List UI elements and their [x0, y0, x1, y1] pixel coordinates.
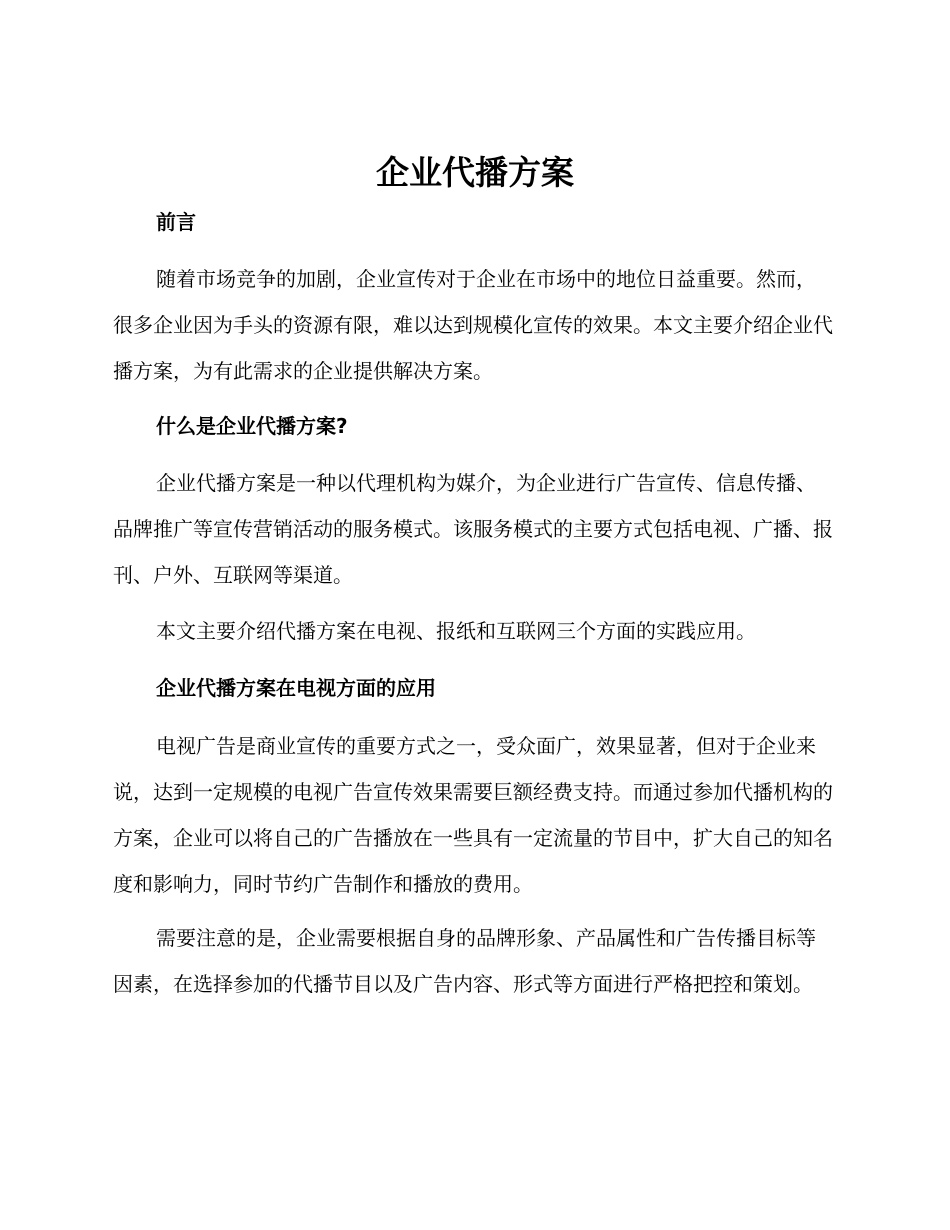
paragraph-tv-note: 需要注意的是，企业需要根据自身的品牌形象、产品属性和广告传播目标等因素，在选择参加的代播节目以及广告内容、形式等方面进行严格把控和策划。 [113, 926, 816, 996]
paragraph-definition: 企业代播方案是一种以代理机构为媒介，为企业进行广告宣传、信息传播、品牌推广等宣传营销活动的服务模式。该服务模式的主要方式包括电视、广播、报刊、户外、互联网等渠道。 [113, 471, 833, 587]
section-heading-tv: 企业代播方案在电视方面的应用 [156, 676, 436, 700]
section-heading-what-is: 什么是企业代播方案? [156, 414, 348, 438]
paragraph-overview: 本文主要介绍代播方案在电视、报纸和互联网三个方面的实践应用。 [156, 619, 756, 643]
section-heading-preface: 前言 [156, 210, 196, 234]
document-title: 企业代播方案 [376, 153, 574, 192]
paragraph-tv-application: 电视广告是商业宣传的重要方式之一，受众面广，效果显著，但对于企业来说，达到一定规模的电视广告宣传效果需要巨额经费支持。而通过参加代播机构的方案，企业可以将自己的广告播放在一些具有一定流量的节目中，扩大自己的知名度和影响力，同时节约广告制作和播放的费用。 [113, 734, 833, 896]
paragraph-preface: 随着市场竞争的加剧，企业宣传对于企业在市场中的地位日益重要。然而，很多企业因为手头的资源有限，难以达到规模化宣传的效果。本文主要介绍企业代播方案，为有此需求的企业提供解决方案。 [113, 267, 833, 383]
